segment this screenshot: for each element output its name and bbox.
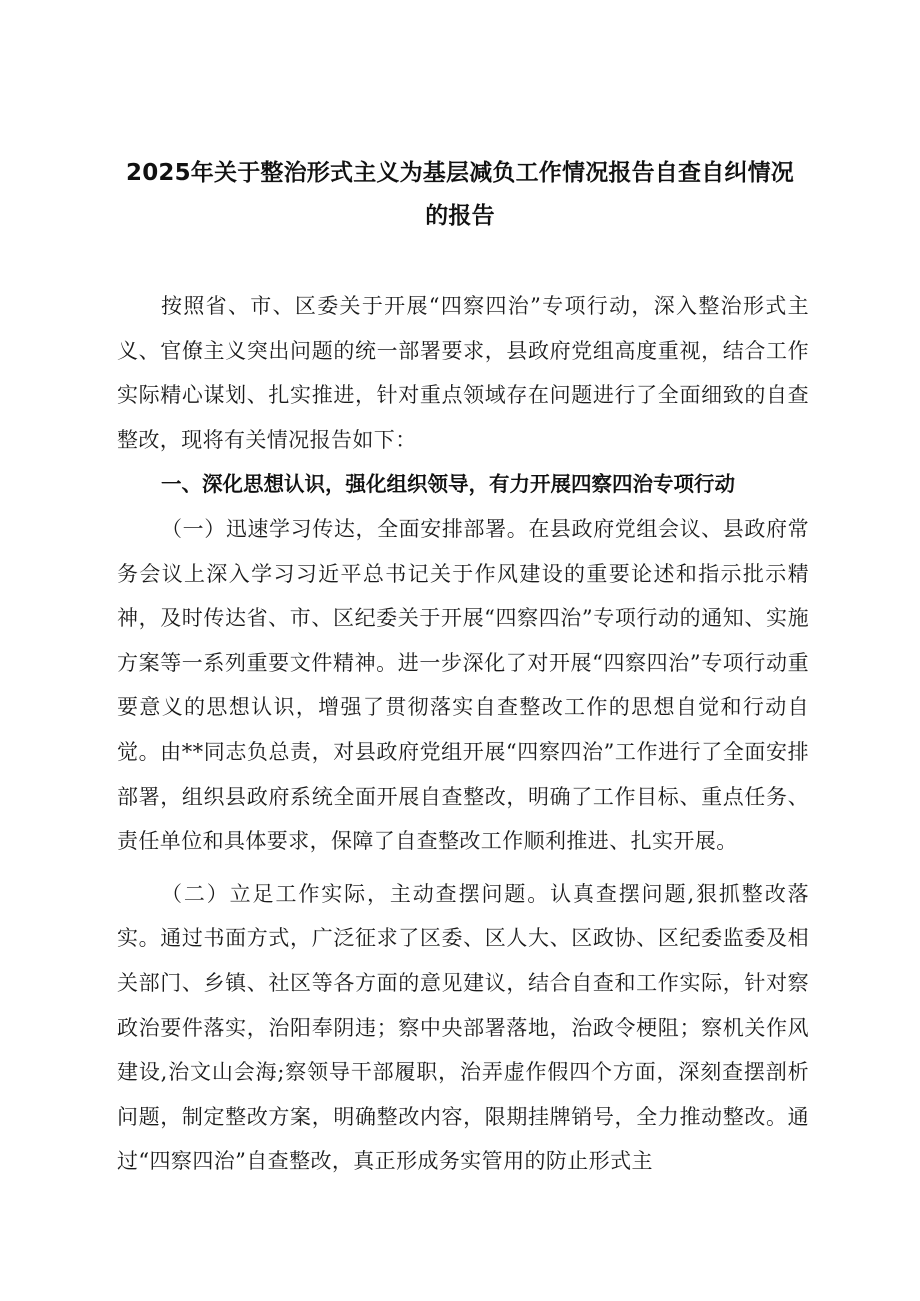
title-line-2: 的报告 [425, 203, 495, 229]
body-paragraph-2: （二）立足工作实际，主动查摆问题。认真查摆问题,狠抓整改落实。通过书面方式，广泛征求了区委、区人大、区政协、区纪委监委及相关部门、乡镇、社区等各方面的意见建议，结合自查和工作实际，针对察政治要件落实，治阳奉阴违；察中央部署落地，治政令梗阻；察机关作风建设,治文山会海;察领导干部履职，治弄虚作假四个方面，深刻查摆剖析问题，制定整改方案，明确整改内容，限期挂牌销号，全力推动整改。通过“四察四治”自查整改，真正形成务实管用的防止形式主 [117, 881, 809, 1174]
section-heading-1: 一、深化思想认识，强化组织领导，有力开展四察四治专项行动 [161, 472, 735, 497]
intro-paragraph: 按照省、市、区委关于开展“四察四治”专项行动，深入整治形式主义、官僚主义突出问题的统一部署要求，县政府党组高度重视，结合工作实际精心谋划、扎实推进，针对重点领域存在问题进行了全面细致的自查整改，现将有关情况报告如下： [117, 294, 809, 452]
body-paragraph-1: （一）迅速学习传达，全面安排部署。在县政府党组会议、县政府常务会议上深入学习习近平总书记关于作风建设的重要论述和指示批示精神，及时传达省、市、区纪委关于开展“四察四治”专项行动的通知、实施方案等一系列重要文件精神。进一步深化了对开展“四察四治”专项行动重要意义的思想认识，增强了贯彻落实自查整改工作的思想自觉和行动自觉。由**同志负总责，对县政府党组开展“四察四治”工作进行了全面安排部署，组织县政府系统全面开展自查整改，明确了工作目标、重点任务、责任单位和具体要求，保障了自查整改工作顺利推进、扎实开展。 [117, 516, 809, 854]
document-body [117, 284, 809, 1184]
paragraph-gap [117, 864, 809, 872]
document-title [100, 152, 820, 238]
title-line-1: 2025年关于整治形式主义为基层减负工作情况报告自查自纠情况 [125, 160, 794, 186]
